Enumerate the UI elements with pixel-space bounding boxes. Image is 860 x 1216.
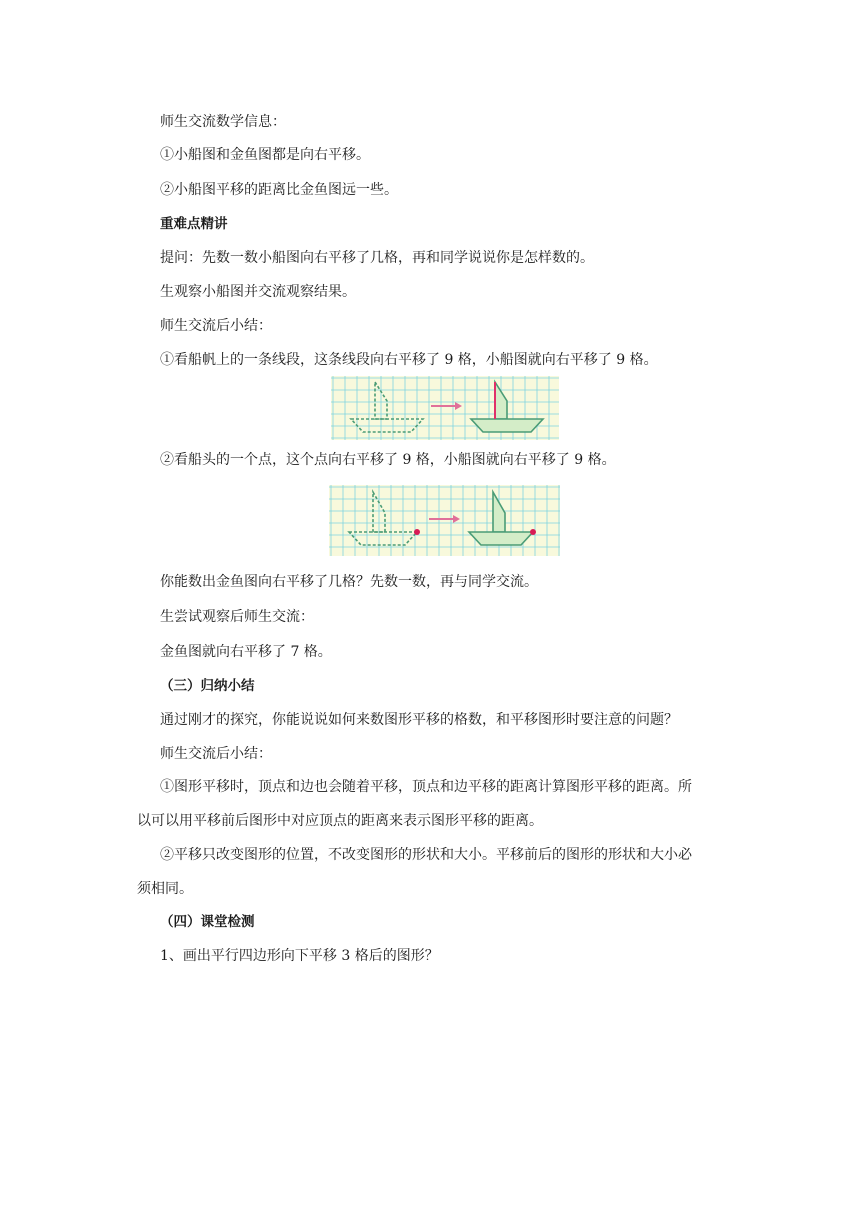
text-line: ①小船图和金鱼图都是向右平移。 bbox=[160, 147, 370, 163]
boat-translation-figure-segment bbox=[331, 376, 559, 440]
paragraph-line: ②平移只改变图形的位置，不改变图形的形状和大小。平移前后的图形的形状和大小必 bbox=[160, 847, 692, 863]
paragraph-line: 以可以用平移前后图形中对应顶点的距离来表示图形平移的距离。 bbox=[137, 813, 543, 829]
summary-paragraph-1 bbox=[137, 777, 744, 831]
section-heading: 重难点精讲 bbox=[160, 216, 228, 232]
text-line: ②小船图平移的距离比金鱼图远一些。 bbox=[160, 182, 398, 198]
text-line: 金鱼图就向右平移了 7 格。 bbox=[160, 644, 332, 660]
text-line: 师生交流后小结： bbox=[160, 746, 272, 762]
boat-translation-figure-point bbox=[329, 485, 560, 556]
section-heading: （四）课堂检测 bbox=[160, 914, 255, 930]
text-line: 师生交流数学信息： bbox=[160, 114, 286, 130]
text-line: ①看船帆上的一条线段，这条线段向右平移了 9 格，小船图就向右平移了 9 格。 bbox=[160, 352, 658, 368]
section-heading: （三）归纳小结 bbox=[160, 678, 255, 694]
text-line: 师生交流后小结： bbox=[160, 318, 272, 334]
paragraph-line: ①图形平移时，顶点和边也会随着平移，顶点和边平移的距离计算图形平移的距离。所 bbox=[160, 779, 692, 795]
original-boat-shape bbox=[349, 492, 417, 545]
question-line: 1、画出平行四边形向下平移 3 格后的图形？ bbox=[160, 948, 439, 964]
translated-bow-point bbox=[530, 529, 536, 535]
text-line: 生尝试观察后师生交流： bbox=[160, 609, 314, 625]
paragraph-line: 须相同。 bbox=[137, 881, 193, 897]
text-line: 提问：先数一数小船图向右平移了几格，再和同学说说你是怎样数的。 bbox=[160, 250, 594, 266]
text-line: 生观察小船图并交流观察结果。 bbox=[160, 284, 356, 300]
text-line: 你能数出金鱼图向右平移了几格？先数一数，再与同学交流。 bbox=[160, 574, 538, 590]
arrow-icon bbox=[429, 515, 460, 523]
translated-boat-shape bbox=[469, 492, 533, 545]
text-line: ②看船头的一个点，这个点向右平移了 9 格，小船图就向右平移了 9 格。 bbox=[160, 452, 616, 468]
text-line: 通过刚才的探究，你能说说如何来数图形平移的格数，和平移图形时要注意的问题？ bbox=[160, 712, 678, 728]
original-bow-point bbox=[414, 529, 420, 535]
translated-boat-shape bbox=[471, 382, 543, 432]
arrow-icon bbox=[431, 402, 462, 410]
summary-paragraph-2 bbox=[137, 845, 744, 899]
original-boat-shape bbox=[351, 382, 423, 432]
